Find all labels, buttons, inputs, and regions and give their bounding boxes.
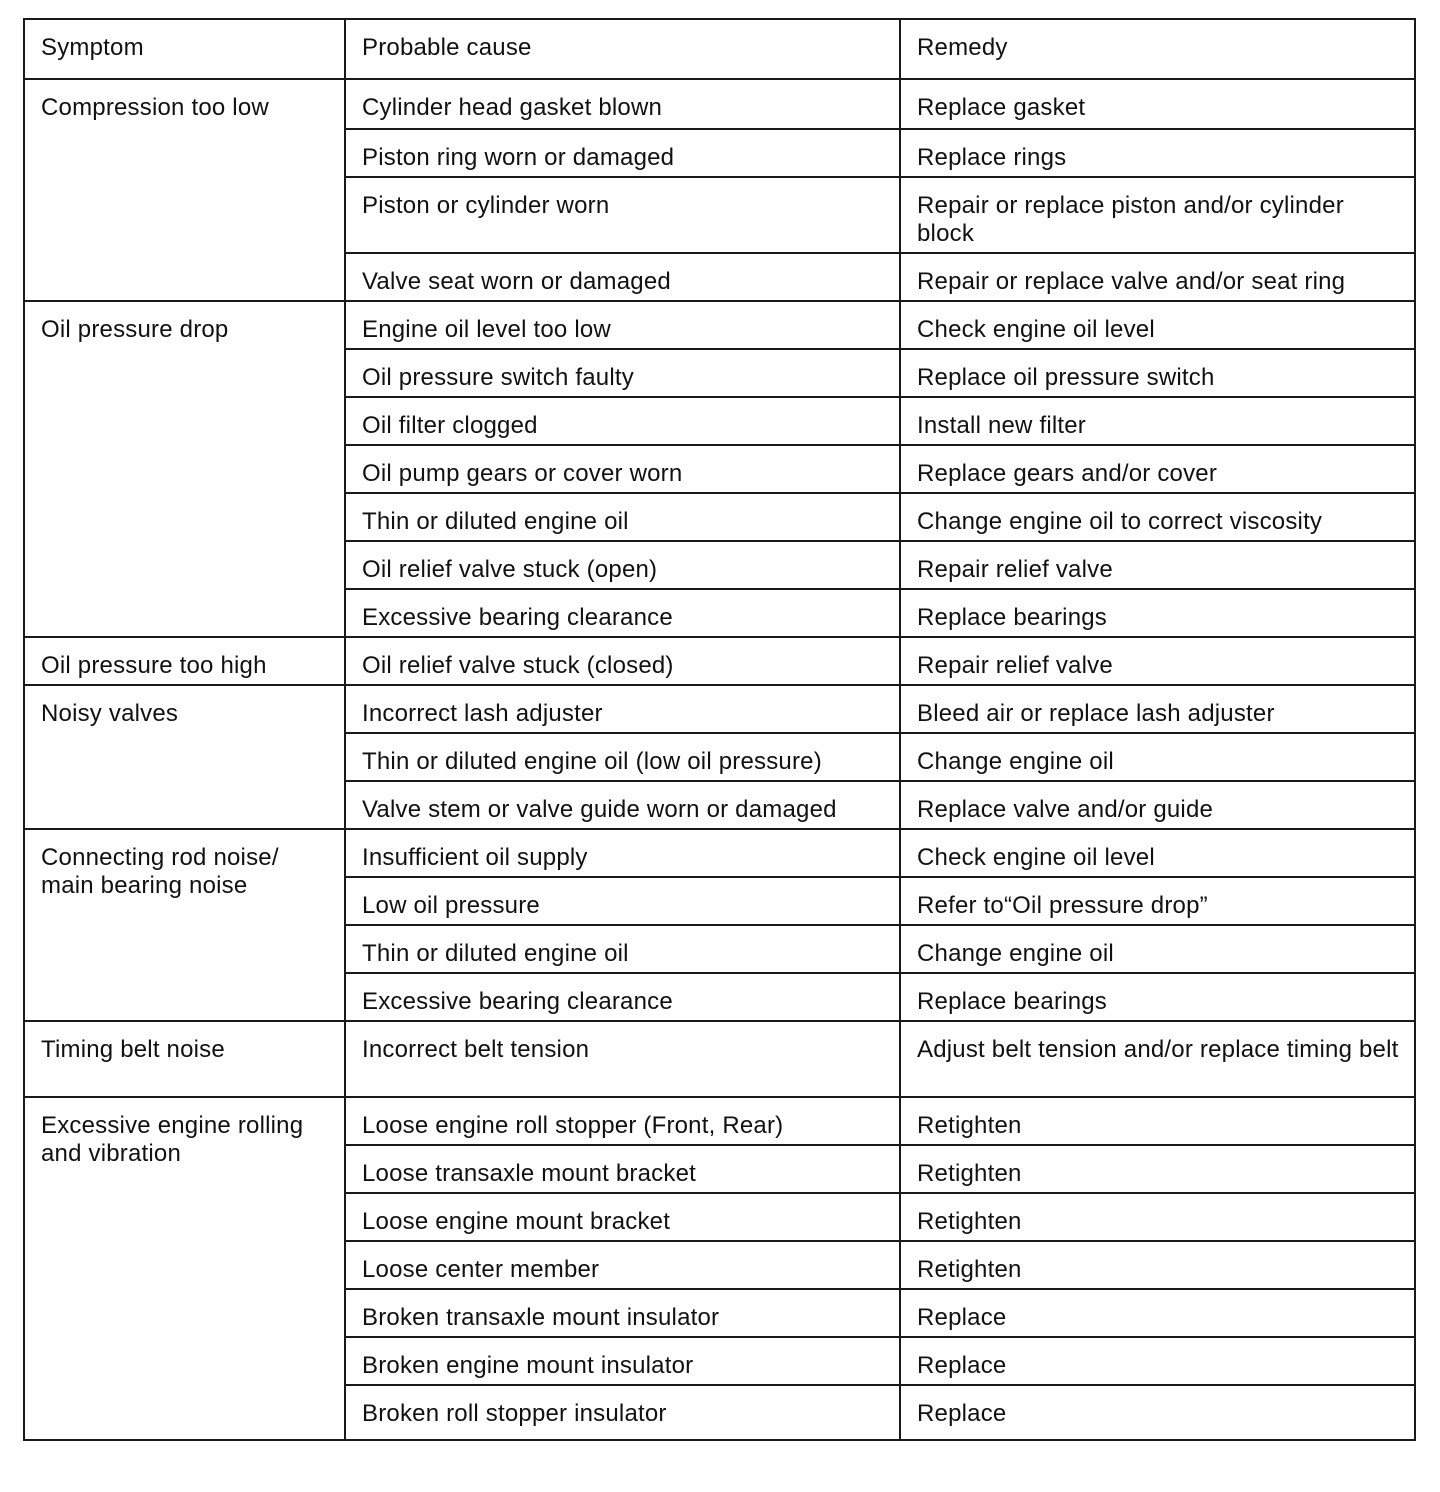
table-row	[24, 829, 1415, 877]
cause-cell: Valve seat worn or damaged	[345, 253, 900, 301]
remedy-cell: Replace	[900, 1337, 1415, 1385]
remedy-cell: Retighten	[900, 1097, 1415, 1145]
cause-cell: Engine oil level too low	[345, 301, 900, 349]
remedy-cell: Retighten	[900, 1145, 1415, 1193]
header-probable-cause: Probable cause	[345, 19, 900, 79]
cause-cell: Loose center member	[345, 1241, 900, 1289]
troubleshooting-table	[23, 18, 1416, 1441]
cause-cell: Cylinder head gasket blown	[345, 79, 900, 129]
table-row	[24, 685, 1415, 733]
cause-cell: Incorrect belt tension	[345, 1021, 900, 1097]
header-row	[24, 19, 1415, 79]
cause-cell: Broken transaxle mount insulator	[345, 1289, 900, 1337]
symptom-cell: Connecting rod noise/ main bearing noise	[24, 829, 345, 1021]
cause-cell: Thin or diluted engine oil	[345, 925, 900, 973]
remedy-cell: Replace valve and/or guide	[900, 781, 1415, 829]
symptom-cell: Oil pressure drop	[24, 301, 345, 637]
remedy-cell: Repair relief valve	[900, 637, 1415, 685]
cause-cell: Oil pressure switch faulty	[345, 349, 900, 397]
cause-cell: Valve stem or valve guide worn or damaged	[345, 781, 900, 829]
table-row	[24, 1021, 1415, 1097]
symptom-cell: Compression too low	[24, 79, 345, 301]
remedy-cell: Change engine oil	[900, 733, 1415, 781]
cause-cell: Oil relief valve stuck (closed)	[345, 637, 900, 685]
symptom-cell: Noisy valves	[24, 685, 345, 829]
cause-cell: Thin or diluted engine oil (low oil pressure)	[345, 733, 900, 781]
remedy-cell: Repair relief valve	[900, 541, 1415, 589]
cause-cell: Loose engine roll stopper (Front, Rear)	[345, 1097, 900, 1145]
header-symptom: Symptom	[24, 19, 345, 79]
symptom-cell: Oil pressure too high	[24, 637, 345, 685]
remedy-cell: Refer to“Oil pressure drop”	[900, 877, 1415, 925]
cause-cell: Insufficient oil supply	[345, 829, 900, 877]
troubleshooting-sheet	[23, 18, 1414, 1441]
remedy-cell: Retighten	[900, 1241, 1415, 1289]
remedy-cell: Replace oil pressure switch	[900, 349, 1415, 397]
table-row	[24, 79, 1415, 129]
cause-cell: Incorrect lash adjuster	[345, 685, 900, 733]
remedy-cell: Replace gasket	[900, 79, 1415, 129]
remedy-cell: Replace rings	[900, 129, 1415, 177]
remedy-cell: Replace	[900, 1289, 1415, 1337]
table-body	[24, 19, 1415, 1440]
cause-cell: Loose transaxle mount bracket	[345, 1145, 900, 1193]
table-row	[24, 1097, 1415, 1145]
remedy-cell: Install new filter	[900, 397, 1415, 445]
table-row	[24, 301, 1415, 349]
remedy-cell: Repair or replace valve and/or seat ring	[900, 253, 1415, 301]
cause-cell: Loose engine mount bracket	[345, 1193, 900, 1241]
remedy-cell: Repair or replace piston and/or cylinder block	[900, 177, 1415, 253]
remedy-cell: Bleed air or replace lash adjuster	[900, 685, 1415, 733]
remedy-cell: Adjust belt tension and/or replace timing belt	[900, 1021, 1415, 1097]
remedy-cell: Replace	[900, 1385, 1415, 1440]
cause-cell: Broken engine mount insulator	[345, 1337, 900, 1385]
remedy-cell: Check engine oil level	[900, 301, 1415, 349]
cause-cell: Low oil pressure	[345, 877, 900, 925]
remedy-cell: Replace bearings	[900, 589, 1415, 637]
cause-cell: Oil relief valve stuck (open)	[345, 541, 900, 589]
cause-cell: Oil pump gears or cover worn	[345, 445, 900, 493]
remedy-cell: Change engine oil	[900, 925, 1415, 973]
cause-cell: Broken roll stopper insulator	[345, 1385, 900, 1440]
cause-cell: Piston ring worn or damaged	[345, 129, 900, 177]
header-remedy: Remedy	[900, 19, 1415, 79]
remedy-cell: Retighten	[900, 1193, 1415, 1241]
cause-cell: Excessive bearing clearance	[345, 973, 900, 1021]
cause-cell: Thin or diluted engine oil	[345, 493, 900, 541]
cause-cell: Piston or cylinder worn	[345, 177, 900, 253]
remedy-cell: Check engine oil level	[900, 829, 1415, 877]
cause-cell: Oil filter clogged	[345, 397, 900, 445]
remedy-cell: Change engine oil to correct viscosity	[900, 493, 1415, 541]
table-row	[24, 637, 1415, 685]
cause-cell: Excessive bearing clearance	[345, 589, 900, 637]
symptom-cell: Excessive engine rolling and vibration	[24, 1097, 345, 1440]
symptom-cell: Timing belt noise	[24, 1021, 345, 1097]
remedy-cell: Replace gears and/or cover	[900, 445, 1415, 493]
remedy-cell: Replace bearings	[900, 973, 1415, 1021]
